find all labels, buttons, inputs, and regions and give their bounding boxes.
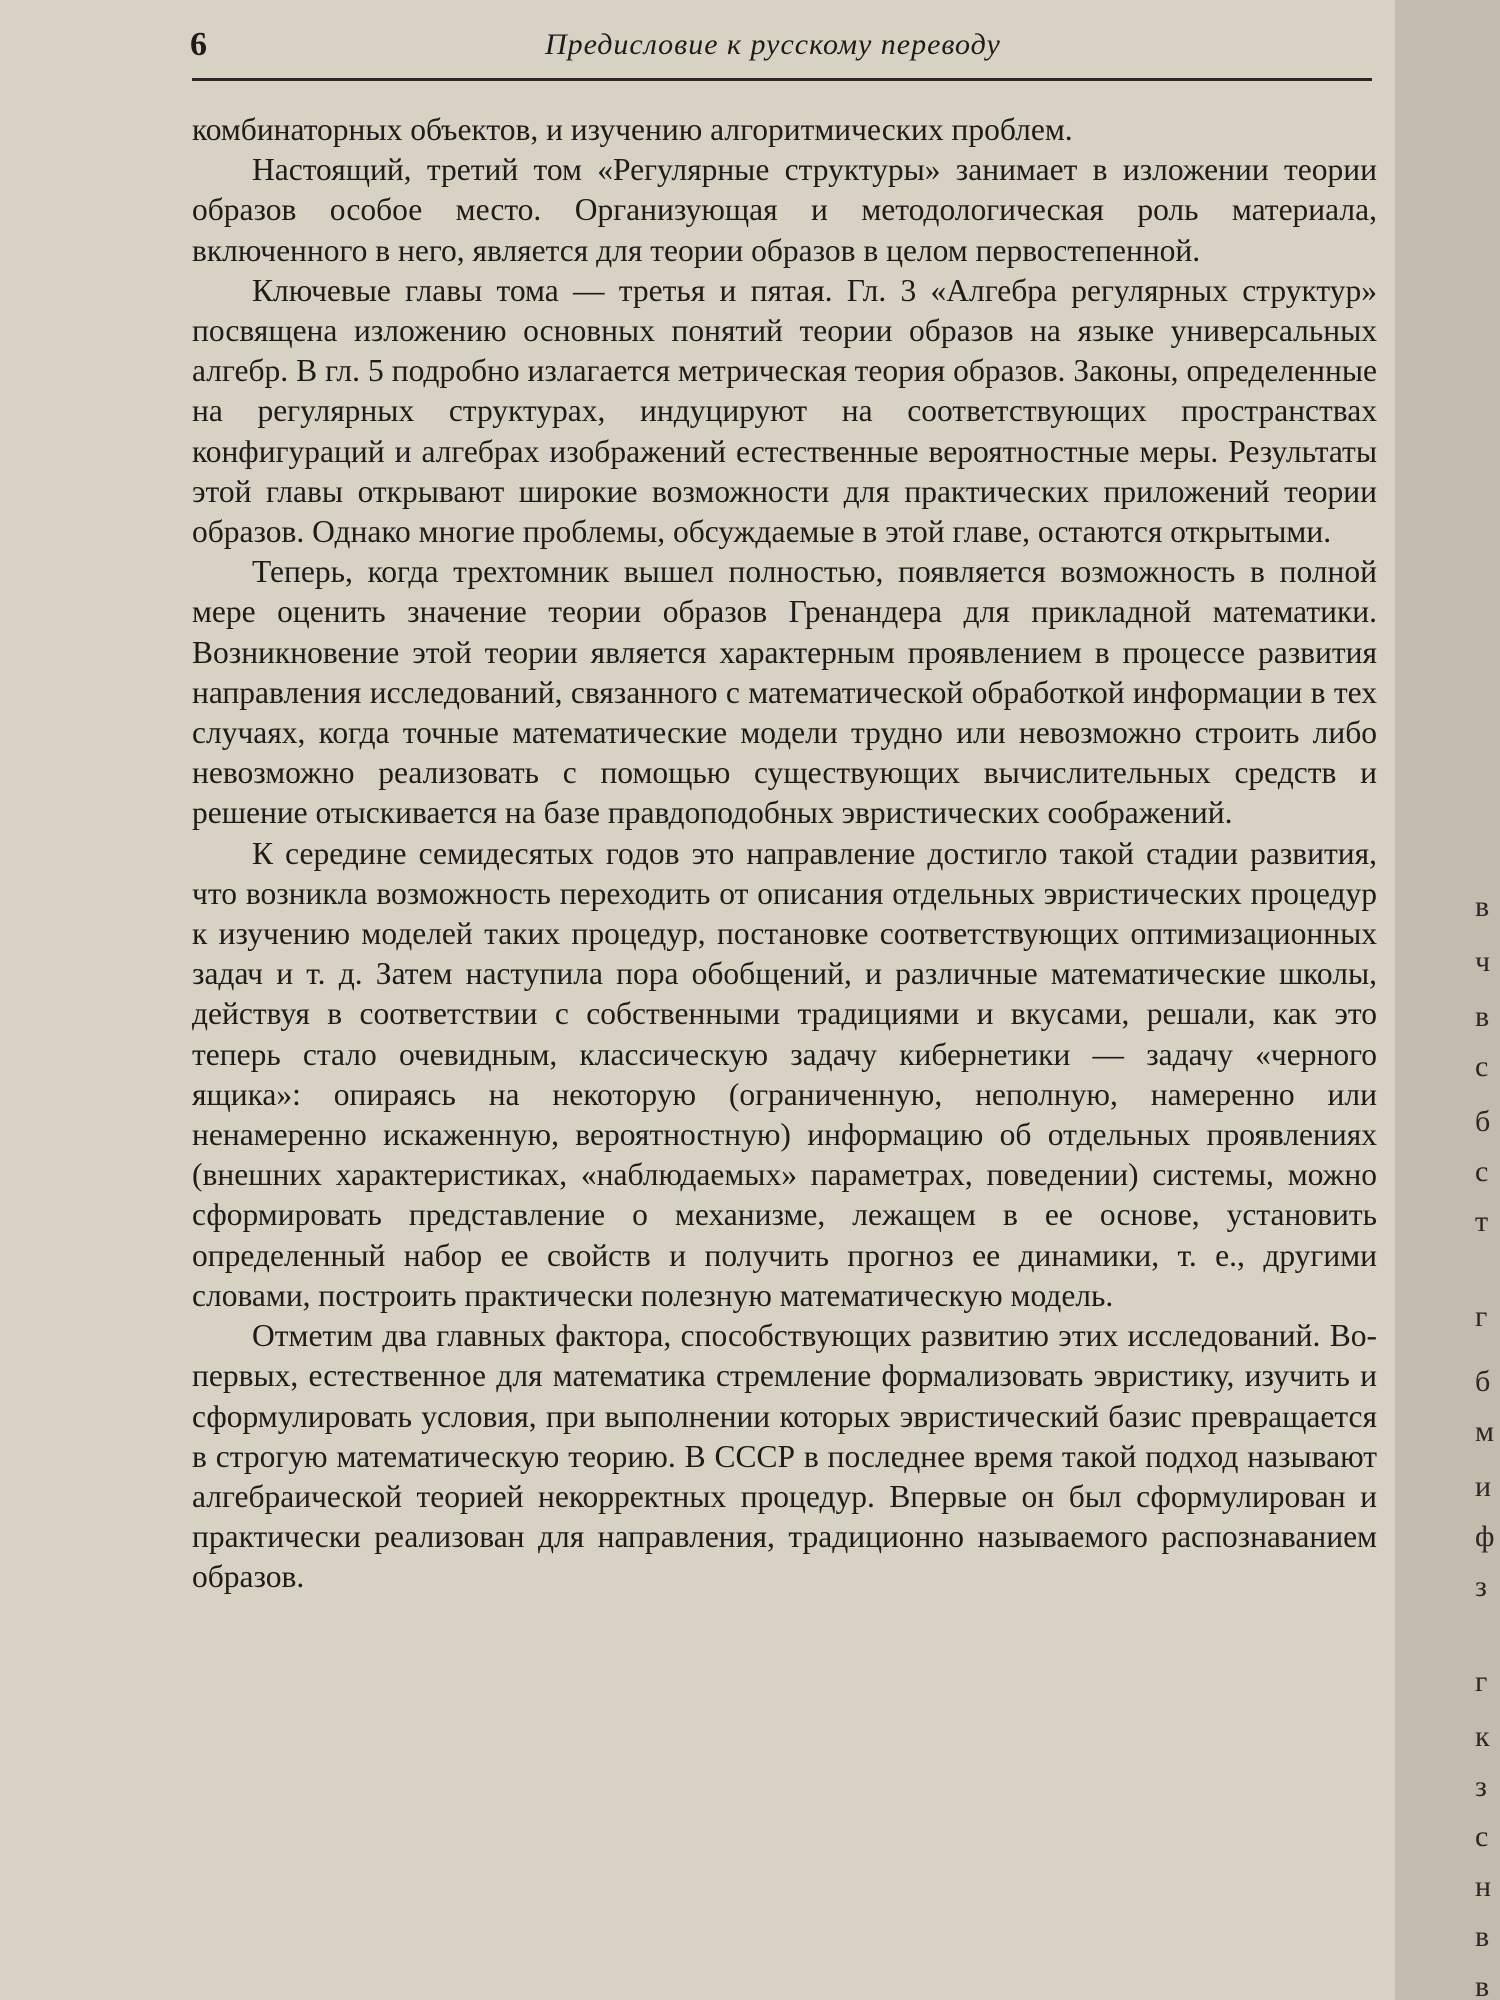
running-title: Предисловие к русскому переводу (545, 28, 1001, 61)
facing-page-char: ч (1475, 945, 1491, 978)
paragraph: Теперь, когда трехтомник вышел полностью, появляется возможность в полной мере оценить значение теории образов Гренандера для прикладной математики. Возникновение этой теории является характерным проявлением в процессе развития направления исследований, связанного с математической обработкой информации в тех случаях, когда точные математические модели трудно или невозможно строить либо невозможно реализовать с помощью существующих вычислительных средств и решение отыскивается на базе правдоподобных эвристических соображений. (192, 554, 1377, 831)
facing-page-char: к (1475, 1720, 1490, 1753)
facing-page-char: с (1475, 1820, 1489, 1853)
paragraph: Ключевые главы тома — третья и пятая. Гл. 3 «Алгебра регулярных структур» посвящена изложению основных понятий теории образов на языке универсальных алгебр. В гл. 5 подробно излагается метрическая теория образов. Законы, определенные на регулярных структурах, индуцируют на соответствующих пространствах конфигураций и алгебрах изображений естественные вероятностные меры. Результаты этой главы открывают широкие возможности для практических приложений теории образов. Однако многие проблемы, обсуждаемые в этой главе, остаются открытыми. (192, 272, 1377, 550)
facing-page-char: в (1475, 1000, 1490, 1033)
facing-page-char: в (1475, 1970, 1490, 2000)
paragraph: Настоящий, третий том «Регулярные структуры» занимает в изложении теории образов особое место. Организующая и методологическая роль материала, включенного в него, является для теории образов в целом первостепенной. (192, 152, 1377, 268)
facing-page-char: з (1475, 1770, 1487, 1803)
page-header (190, 26, 1375, 74)
facing-page-edge (1395, 0, 1500, 2000)
facing-page-char: с (1475, 1155, 1489, 1188)
page-number: 6 (190, 26, 207, 63)
facing-page-char: б (1475, 1365, 1491, 1398)
facing-page-char: в (1475, 1920, 1490, 1953)
facing-page-char: м (1475, 1415, 1494, 1448)
header-rule (192, 78, 1372, 81)
facing-page-char: с (1475, 1050, 1489, 1083)
facing-page-char: г (1475, 1665, 1488, 1698)
facing-page-char: и (1475, 1470, 1492, 1503)
facing-page-char: б (1475, 1105, 1491, 1138)
facing-page-char: в (1475, 890, 1490, 923)
paragraph: комбинаторных объектов, и изучению алгоритмических проблем. (192, 112, 1073, 147)
facing-page-char: г (1475, 1300, 1488, 1333)
text-body (192, 110, 1377, 1598)
paragraph: К середине семидесятых годов это направление достигло такой стадии развития, что возникла возможность переходить от описания отдельных эвристических процедур к изучению моделей таких процедур, постановке соответствующих оптимизационных задач и т. д. Затем наступила пора обобщений, и различные математические школы, действуя в соответствии с собственными традициями и вкусами, решали, как это теперь стало очевидным, классическую задачу кибернетики — задачу «черного ящика»: опираясь на некоторую (ограниченную, неполную, намеренно или ненамеренно искаженную, вероятностную) информацию об отдельных проявлениях (внешних характеристиках, «наблюдаемых» параметрах, поведении) системы, можно сформировать представление о механизме, лежащем в ее основе, установить определенный набор ее свойств и получить прогноз ее динамики, т. е., другими словами, построить практически полезную математическую модель. (192, 835, 1377, 1313)
facing-page-char: з (1475, 1570, 1487, 1603)
facing-page-char: н (1475, 1870, 1492, 1903)
facing-page-char: ф (1475, 1520, 1495, 1553)
facing-page-char: т (1475, 1205, 1489, 1238)
paragraph: Отметим два главных фактора, способствующих развитию этих исследований. Во-первых, естественное для математика стремление формализовать эвристику, изучить и сформулировать условия, при выполнении которых эвристический базис превращается в строгую математическую теорию. В СССР в последнее время такой подход называют алгебраической теорией некорректных процедур. Впервые он был сформулирован и практически реализован для направления, традиционно называемого распознаванием образов. (192, 1318, 1377, 1595)
